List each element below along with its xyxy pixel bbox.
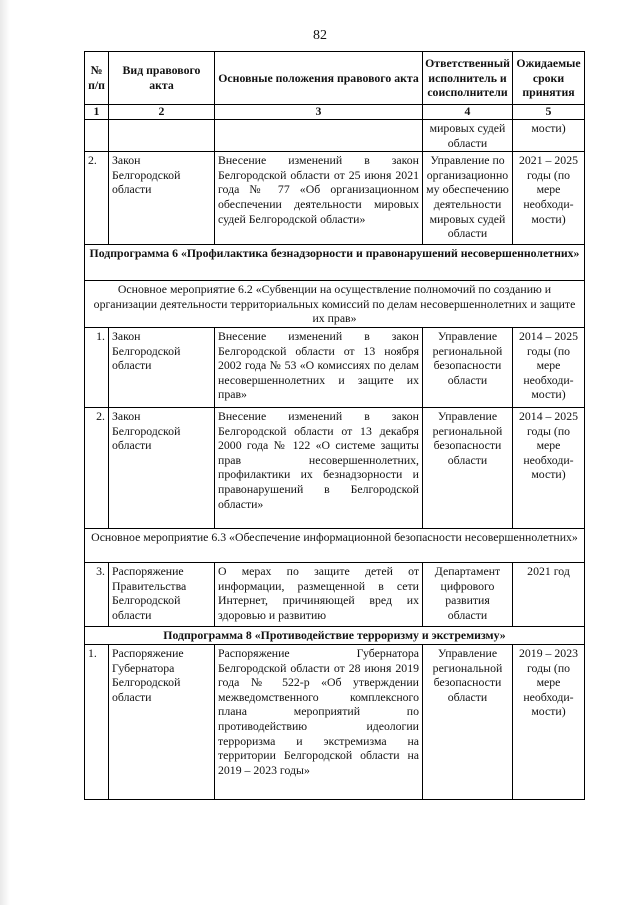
event-title: Основное мероприятие 6.2 «Субвенции на осуществление полномочий по созданию и организации деятельности территориальных комиссий по делам несовершеннолетних и защите их прав» xyxy=(85,281,585,328)
header-type: Вид правового акта xyxy=(109,52,215,105)
row-num: 1. xyxy=(85,644,109,799)
subprogram-row xyxy=(85,245,585,281)
header-terms: Ожидаемые сроки принятия xyxy=(513,52,585,105)
row-type: Закон Белгородской области xyxy=(109,327,215,407)
legal-acts-table xyxy=(84,51,585,800)
table-row xyxy=(85,327,585,407)
row-provisions: Внесение изменений в закон Белгородской области от 25 июня 2021 года № 77 «Об организационном обеспечении деятельности мировых судей Белгородской области» xyxy=(215,152,423,245)
row-type: Закон Белгородской области xyxy=(109,407,215,528)
table-row xyxy=(85,120,585,152)
table-row xyxy=(85,644,585,799)
page-number: 82 xyxy=(313,28,327,43)
col-number: 4 xyxy=(423,105,513,120)
row-num: 2. xyxy=(85,407,109,528)
row-type: Распоряжение Правительства Белгородской области xyxy=(109,562,215,626)
row-terms: 2014 – 2025 годы (по мере необходи-мости) xyxy=(513,327,585,407)
header-row xyxy=(85,52,585,105)
event-row xyxy=(85,528,585,562)
row-type: Закон Белгородской области xyxy=(109,152,215,245)
row-provisions: Внесение изменений в закон Белгородской области от 13 ноября 2002 года № 53 «О комиссиях по делам несовершеннолетних и защите их прав» xyxy=(215,327,423,407)
row-num: 3. xyxy=(85,562,109,626)
row-provisions xyxy=(215,120,423,152)
event-title: Основное мероприятие 6.3 «Обеспечение информационной безопасности несовершеннолетних» xyxy=(85,528,585,562)
row-num: 2. xyxy=(85,152,109,245)
table-row xyxy=(85,152,585,245)
scan-shadow xyxy=(0,0,10,905)
row-type: Распоряжение Губернатора Белгородской области xyxy=(109,644,215,799)
table-row xyxy=(85,407,585,528)
row-responsible: Управление по организационно му обеспечению деятельности мировых судей области xyxy=(423,152,513,245)
row-num xyxy=(85,120,109,152)
row-terms: мости) xyxy=(513,120,585,152)
row-provisions: Распоряжение Губернатора Белгородской области от 28 июня 2019 года № 522-р «Об утверждении межведомственного комплексного плана мероприятий по противодействию идеологии терроризма и экстремизма на территории Белгородской области на 2019 – 2023 годы» xyxy=(215,644,423,799)
row-type xyxy=(109,120,215,152)
row-terms: 2021 – 2025 годы (по мере необходи-мости) xyxy=(513,152,585,245)
row-terms: 2019 – 2023 годы (по мере необходи-мости) xyxy=(513,644,585,799)
row-responsible: Управление региональной безопасности области xyxy=(423,327,513,407)
row-provisions: Внесение изменений в закон Белгородской области от 13 декабря 2000 года № 122 «О системе защиты прав несовершеннолетних, профилактики их безнадзорности и правонарушений в Белгородской области» xyxy=(215,407,423,528)
event-row xyxy=(85,281,585,328)
subprogram-row xyxy=(85,626,585,644)
col-number: 5 xyxy=(513,105,585,120)
header-provisions: Основные положения правового акта xyxy=(215,52,423,105)
row-num: 1. xyxy=(85,327,109,407)
col-number: 2 xyxy=(109,105,215,120)
subprogram-title: Подпрограмма 8 «Противодействие терроризму и экстремизму» xyxy=(85,626,585,644)
row-responsible: Управление региональной безопасности области xyxy=(423,644,513,799)
row-responsible: Управление региональной безопасности области xyxy=(423,407,513,528)
table-row xyxy=(85,562,585,626)
row-terms: 2021 год xyxy=(513,562,585,626)
row-terms: 2014 – 2025 годы (по мере необходи-мости) xyxy=(513,407,585,528)
header-num: № п/п xyxy=(85,52,109,105)
subprogram-title: Подпрограмма 6 «Профилактика безнадзорности и правонарушений несовершеннолетних» xyxy=(85,245,585,281)
row-provisions: О мерах по защите детей от информации, размещенной в сети Интернет, причиняющей вред их здоровью и развитию xyxy=(215,562,423,626)
row-responsible: Департамент цифрового развития области xyxy=(423,562,513,626)
row-responsible: мировых судей области xyxy=(423,120,513,152)
column-numbers-row xyxy=(85,105,585,120)
header-responsible: Ответственный исполнитель и соисполнители xyxy=(423,52,513,105)
col-number: 3 xyxy=(215,105,423,120)
col-number: 1 xyxy=(85,105,109,120)
